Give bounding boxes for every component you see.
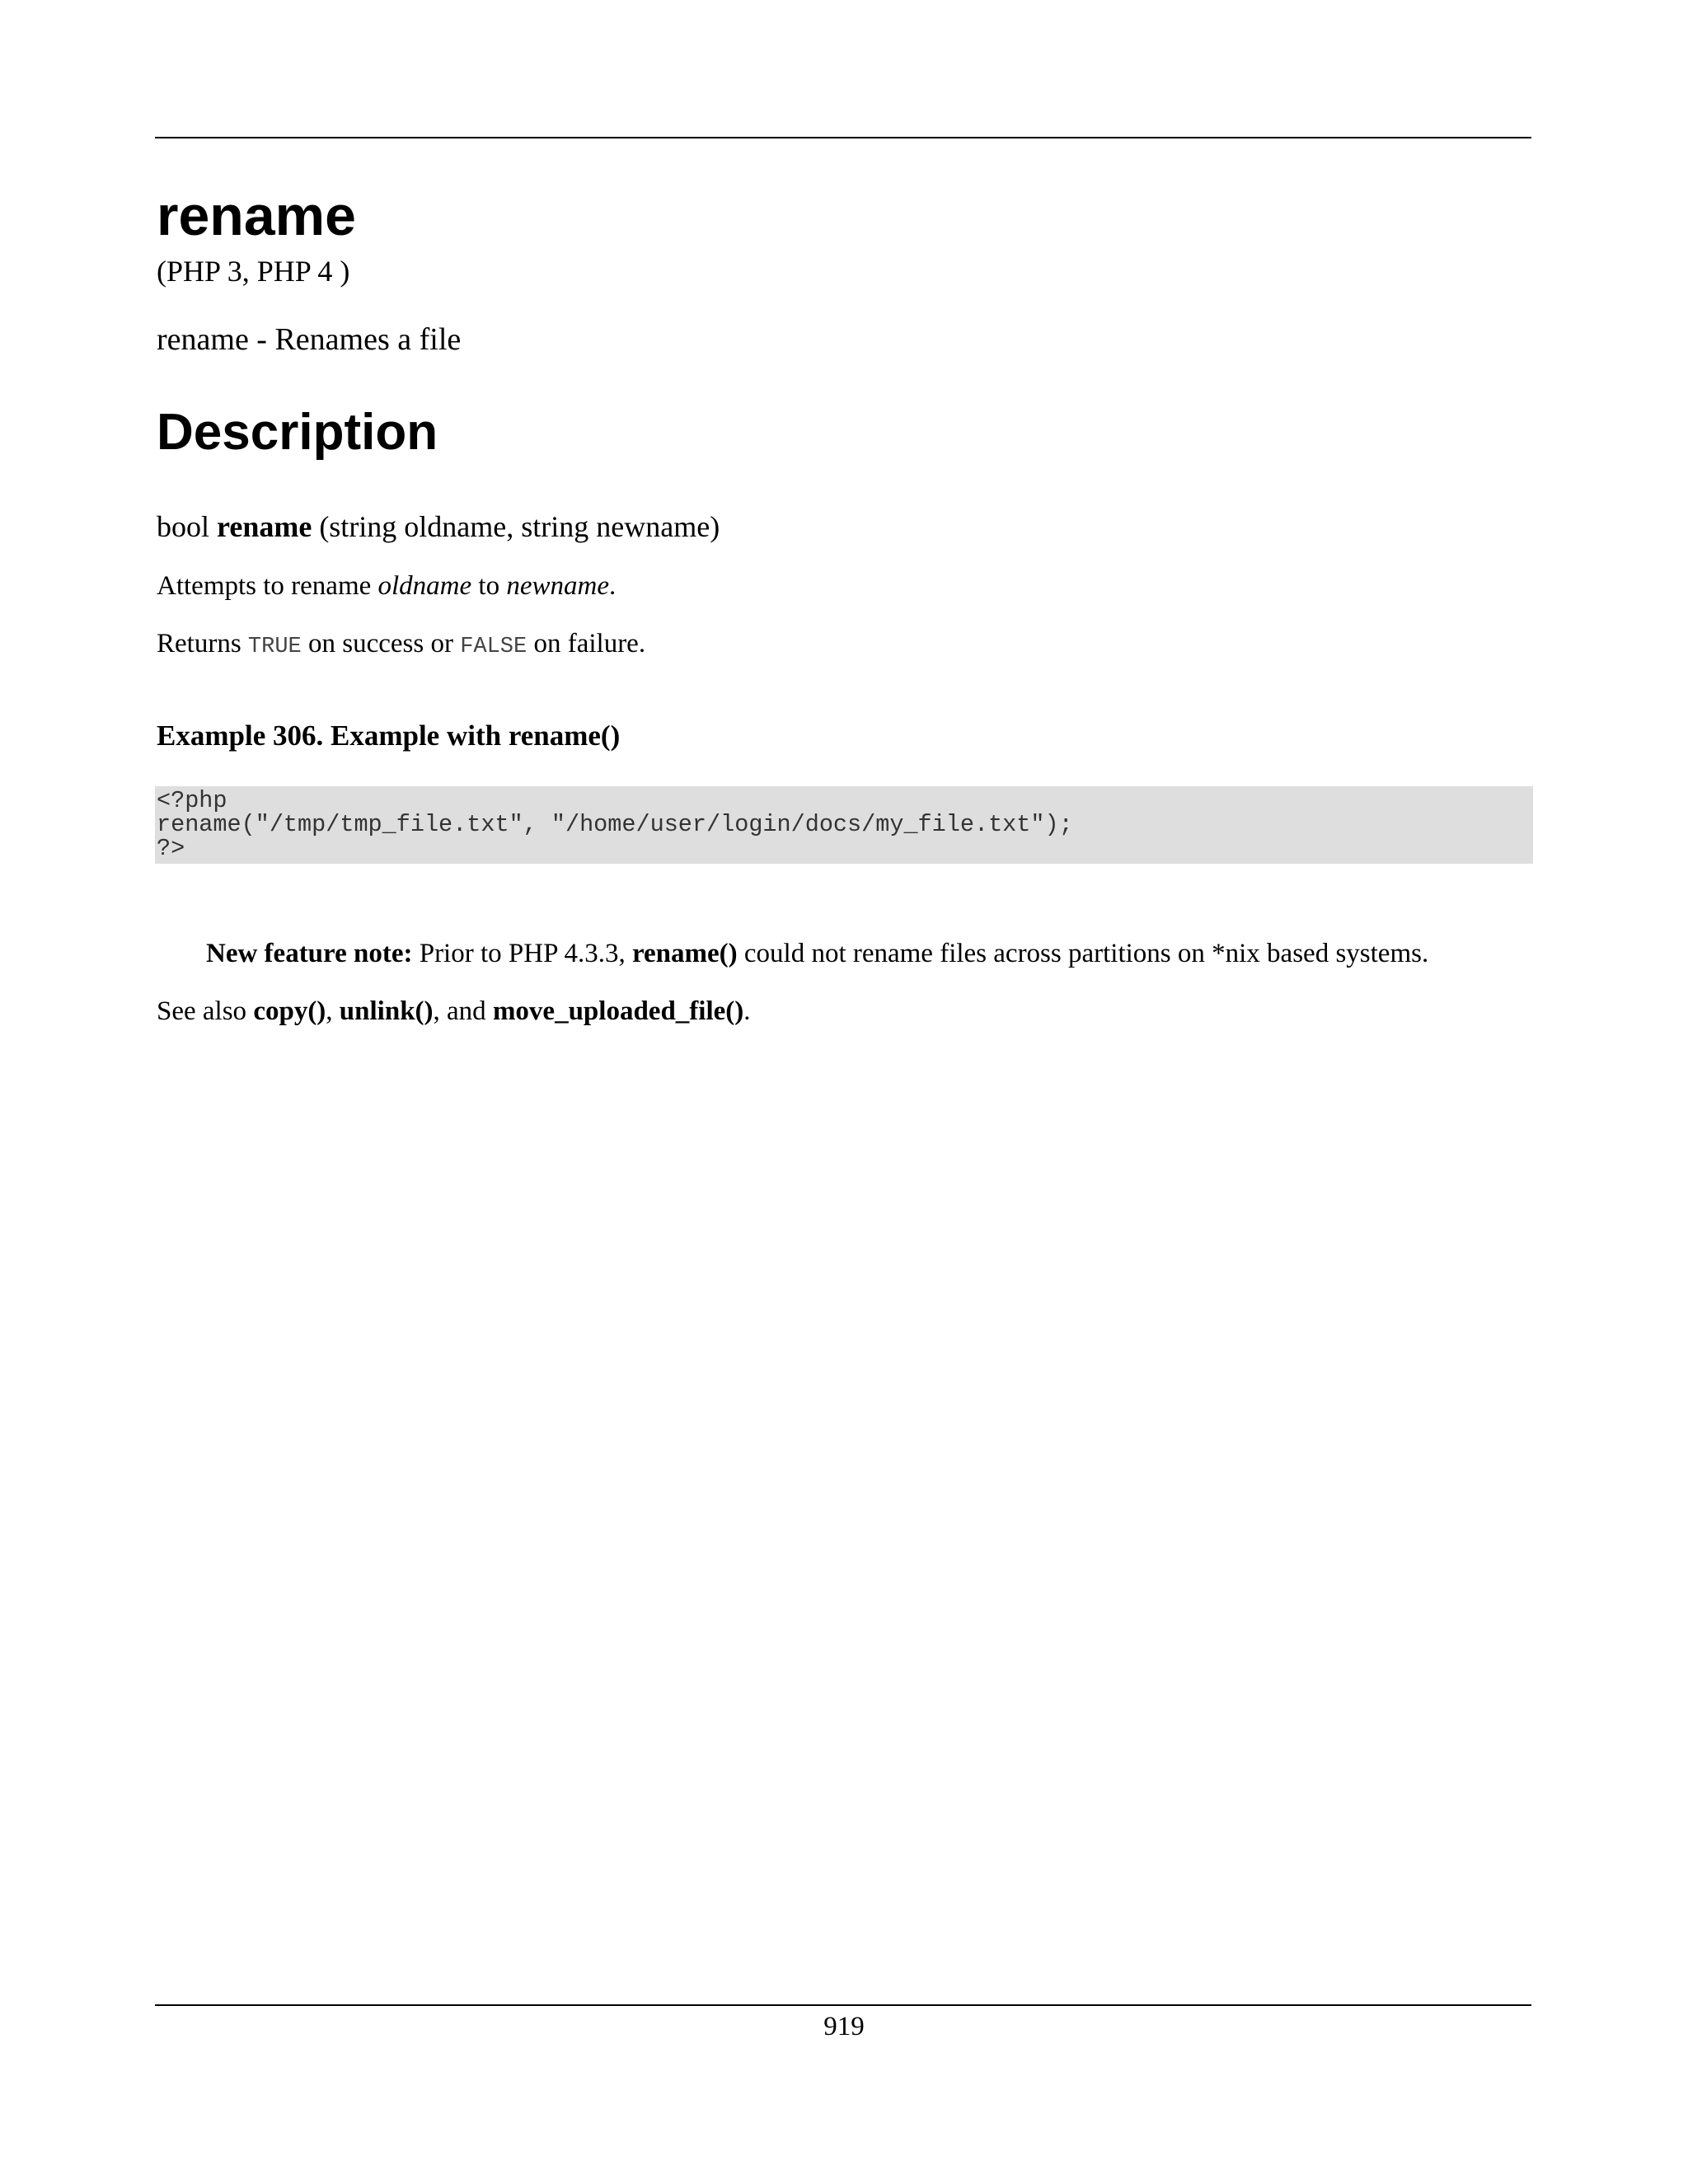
code-line: <?php	[157, 787, 227, 814]
param-newname: newname	[506, 571, 609, 601]
code-line: ?>	[157, 835, 185, 862]
para-text: Attempts to rename	[157, 571, 378, 601]
bottom-rule	[155, 2004, 1531, 2006]
see-also-link-copy[interactable]: copy()	[253, 996, 326, 1026]
see-also-link-move-uploaded-file[interactable]: move_uploaded_file()	[492, 996, 744, 1026]
see-also-text: .	[743, 996, 751, 1026]
para-text: Returns	[157, 629, 248, 658]
see-also	[157, 996, 751, 1029]
see-also-text: See also	[157, 996, 254, 1026]
constant-false: FALSE	[460, 635, 528, 659]
synopsis-function-name: rename	[217, 510, 312, 543]
example-title: Example 306. Example with rename()	[157, 719, 621, 752]
see-also-link-unlink[interactable]: unlink()	[339, 996, 434, 1026]
return-type: bool	[157, 510, 210, 543]
note-text: Prior to PHP 4.3.3,	[412, 939, 632, 968]
php-versions: (PHP 3, PHP 4 )	[157, 255, 350, 288]
section-heading-description: Description	[157, 404, 438, 461]
note-label: New feature note:	[206, 939, 413, 968]
para-text: on success or	[301, 629, 461, 658]
see-also-text: , and	[433, 996, 493, 1026]
feature-note	[206, 938, 1428, 971]
see-also-text: ,	[326, 996, 340, 1026]
description-paragraph	[157, 570, 616, 603]
para-text: on failure.	[527, 629, 646, 658]
top-rule	[155, 137, 1531, 138]
function-synopsis	[157, 509, 720, 545]
synopsis-params: (string oldname, string newname)	[319, 510, 720, 543]
para-text: .	[608, 571, 617, 601]
constant-true: TRUE	[247, 635, 302, 659]
note-function: rename()	[631, 939, 738, 968]
refpurpose: rename - Renames a file	[157, 322, 462, 357]
page-number: 919	[823, 2012, 865, 2041]
code-line: rename("/tmp/tmp_file.txt", "/home/user/login/docs/my_file.txt");	[157, 811, 1073, 838]
note-text: could not rename files across partitions on *nix based systems.	[737, 939, 1429, 968]
function-title: rename	[157, 185, 356, 247]
code-example	[155, 786, 1533, 864]
para-text: to	[471, 571, 507, 601]
return-value-paragraph	[157, 628, 645, 661]
param-oldname: oldname	[377, 571, 472, 601]
